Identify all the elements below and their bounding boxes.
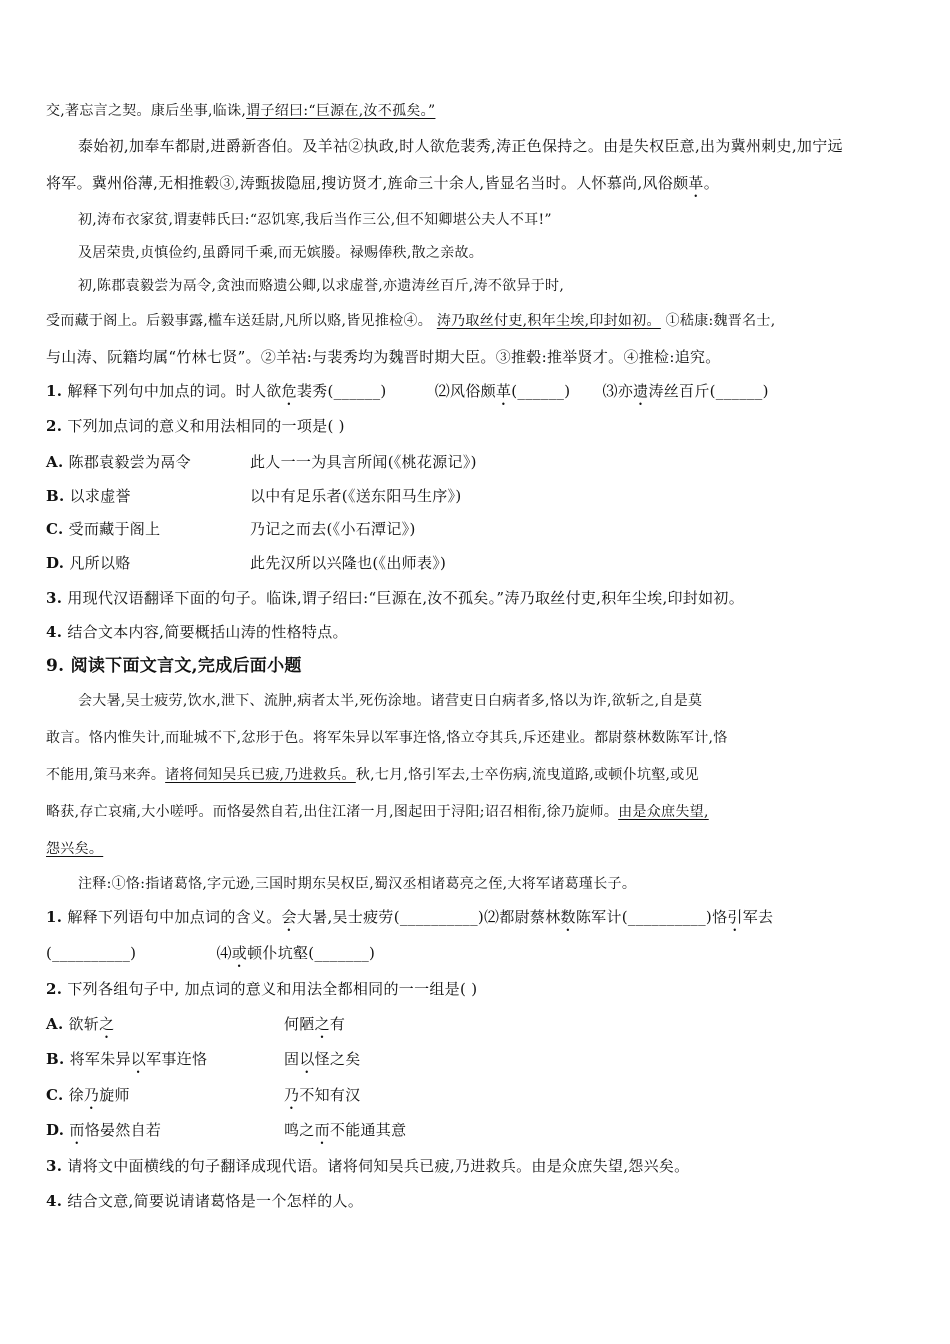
option-label: C. — [46, 1086, 64, 1104]
option-row — [46, 1119, 904, 1148]
option-right-text: 怪之矣 — [314, 1050, 361, 1068]
option-left: 徐 — [68, 1086, 84, 1104]
passage1-line-3 — [46, 172, 904, 201]
passage1-line-2: 泰始初,加奉车都尉,进爵新沓伯。及羊祜②执政,时人欲危裴秀,涛正色保持之。由是失权臣意,出为冀州刺史,加宁远 — [78, 137, 843, 155]
answer-blank: 涛丝百斤(______) — [648, 382, 769, 400]
option-row — [46, 1084, 904, 1113]
option-right: 此人一一为具言所闻(《桃花源记》) — [250, 453, 477, 471]
option-row — [46, 552, 904, 574]
passage1-text: ①嵇康:魏晋名士, — [665, 313, 776, 329]
passage1-text: 。 — [703, 174, 720, 192]
question-text: 解释下列语句中加点词的含义。 — [67, 908, 282, 926]
option-left: 恪晏然自若 — [84, 1121, 162, 1139]
question-1-1 — [46, 380, 904, 409]
passage2-text: 秋,七月,恪引军去,士卒伤病,流曳道路,或顿仆坑壑,或见 — [355, 767, 699, 783]
passage2-text: 略获,存亡哀痛,大小嗟呼。而恪晏然自若,出住江渚一月,图起田于浔阳;诏召相衔,徐乃旋师。 — [46, 804, 619, 820]
question-1-3 — [46, 587, 904, 609]
underlined-sentence: 谓子绍曰:“巨源在,汝不孤矣。” — [246, 103, 436, 119]
passage1-line-8: 与山涛、阮籍均属“竹林七贤”。②羊祜:与裴秀均为魏晋时期大臣。③推毂:推举贤才。④推检:追究。 — [46, 348, 721, 366]
passage2-note: 注释:①恪:指诸葛恪,字元逊,三国时期东吴权臣,蜀汉丞相诸葛亮之侄,大将军诸葛瑾长子。 — [78, 876, 637, 892]
answer-blank: 顿仆坑壑(_______) — [247, 944, 376, 962]
option-left: 受而藏于阁上 — [68, 520, 161, 538]
question-text: ⑵风俗颇 — [434, 382, 496, 400]
passage1-line-4: 初,涛布衣家贫,谓妻韩氏曰:“忍饥寒,我后当作三公,但不知卿堪公夫人不耳!” — [78, 212, 552, 228]
option-right-text: 固 — [284, 1050, 300, 1068]
passage1-line-1 — [46, 100, 904, 122]
option-row — [46, 1013, 904, 1042]
question-text: ⑶亦 — [602, 382, 634, 400]
passage2-line-2: 敢言。恪内惟失计,而耻城不下,忿形于色。将军朱异以军事迕恪,恪立夺其兵,斥还建业。都尉蔡林数陈军计,恪 — [46, 730, 728, 746]
question-text: 下列加点词的意义和用法相同的一项是( ) — [67, 417, 345, 435]
option-row — [46, 451, 904, 473]
dotted-word: 之 — [314, 1015, 330, 1033]
option-left: 欲斩 — [68, 1015, 100, 1033]
option-right — [284, 1084, 361, 1113]
question-9-1-cont — [46, 942, 904, 971]
question-number: 4. — [46, 1192, 63, 1210]
dotted-word: 或 — [231, 944, 248, 962]
dotted-word: 会 — [281, 908, 297, 926]
question-number: 3. — [46, 1157, 63, 1175]
answer-blank: (______) — [511, 382, 571, 400]
option-left: 军事迕恪 — [146, 1050, 208, 1068]
dotted-word: 革 — [688, 174, 704, 192]
option-right-text: 不知有汉 — [299, 1086, 361, 1104]
question-text: 下列各组句子中, 加点词的意义和用法全都相同的一一组是( ) — [67, 980, 478, 998]
underlined-sentence: 由是众庶失望, — [618, 804, 709, 820]
dotted-word: 而 — [69, 1121, 85, 1139]
option-right — [284, 1048, 361, 1077]
dotted-word: 危 — [281, 382, 297, 400]
option-left: 凡所以赂 — [69, 554, 131, 572]
option-row — [46, 1048, 904, 1077]
question-1-2 — [46, 415, 904, 437]
option-label: A. — [46, 1015, 64, 1033]
passage1-text: 受而藏于阁上。后毅事露,槛车送廷尉,凡所以赂,皆见推检④。 — [46, 313, 433, 329]
option-left: 旋师 — [99, 1086, 130, 1104]
question-number: 3. — [46, 589, 63, 607]
question-text: 用现代汉语翻译下面的句子。临诛,谓子绍曰:“巨源在,汝不孤矣。”涛乃取丝付吏,积年尘埃,印封如初。 — [67, 589, 745, 607]
dotted-word: 以 — [299, 1050, 315, 1068]
option-label: D. — [46, 554, 65, 572]
answer-blank: 裴秀(______) — [296, 382, 387, 400]
question-9-1 — [46, 906, 904, 935]
option-right — [284, 1013, 345, 1042]
option-label: A. — [46, 453, 64, 471]
section-title: 阅读下面文言文,完成后面小题 — [70, 656, 302, 676]
option-right-text: 何陋 — [284, 1015, 315, 1033]
passage1-line-7 — [46, 310, 904, 332]
passage2-line-4 — [46, 801, 904, 823]
question-text: 解释下列句中加点的词。时人欲 — [67, 382, 282, 400]
question-text: 军去 — [742, 908, 774, 926]
question-text: 大暑,吴士疲劳(__________)⑵都尉蔡林 — [296, 908, 561, 926]
dotted-word: 数 — [560, 908, 576, 926]
passage1-line-6: 初,陈郡袁毅尝为鬲令,贪浊而赂遗公卿,以求虚誉,亦遗涛丝百斤,涛不欲异于时, — [78, 278, 565, 294]
option-row — [46, 485, 904, 507]
question-9-3 — [46, 1155, 904, 1177]
question-text: ⑷ — [216, 944, 232, 962]
option-left: 陈郡袁毅尝为鬲令 — [68, 453, 191, 471]
question-text: 陈军计(__________)恪 — [575, 908, 728, 926]
passage2-line-1: 会大暑,吴士疲劳,饮水,泄下、流肿,病者太半,死伤涂地。诸营吏日白病者多,恪以为诈,欲斩之,自是莫 — [78, 693, 703, 709]
dotted-word: 以 — [130, 1050, 147, 1068]
passage1-line-5: 及居荣贵,贞慎俭约,虽爵同千乘,而无嫔媵。禄赐俸秩,散之亲故。 — [78, 245, 484, 261]
option-label: B. — [46, 487, 65, 505]
question-text: 结合文意,简要说请诸葛恪是一个怎样的人。 — [67, 1192, 364, 1210]
option-right: 此先汉所以兴隆也(《出师表》) — [250, 554, 447, 572]
option-left: 将军朱异 — [69, 1050, 131, 1068]
section-9-heading — [46, 655, 904, 677]
question-text: 结合文本内容,简要概括山涛的性格特点。 — [67, 623, 348, 641]
option-label: C. — [46, 520, 64, 538]
passage1-text: 交,著忘言之契。康后坐事,临诛, — [46, 103, 247, 119]
question-number: 1. — [46, 382, 63, 400]
option-right — [284, 1119, 406, 1148]
dotted-word: 遗 — [633, 382, 649, 400]
option-row — [46, 518, 904, 540]
dotted-word: 乃 — [284, 1086, 300, 1104]
passage2-text: 不能用,策马来奔。 — [46, 767, 166, 783]
dotted-word: 之 — [99, 1015, 115, 1033]
option-right: 以中有足乐者(《送东阳马生序》) — [250, 487, 462, 505]
option-label: D. — [46, 1121, 65, 1139]
answer-blank: (__________) — [46, 944, 137, 962]
underlined-sentence: 涛乃取丝付吏,积年尘埃,印封如初。 — [436, 313, 661, 329]
question-text: 请将文中面横线的句子翻译成现代语。诸将伺知吴兵已疲,乃进救兵。由是众庶失望,怨兴矣。 — [67, 1157, 690, 1175]
dotted-word: 革 — [495, 382, 512, 400]
option-right-text: 有 — [329, 1015, 346, 1033]
underlined-sentence: 怨兴矣。 — [46, 841, 104, 857]
question-number: 4. — [46, 623, 63, 641]
dotted-word: 乃 — [83, 1086, 100, 1104]
section-number: 9. — [46, 656, 65, 676]
option-label: B. — [46, 1050, 65, 1068]
question-1-4 — [46, 621, 904, 643]
option-left: 以求虚誉 — [69, 487, 131, 505]
passage1-text: 将军。冀州俗薄,无相推毂③,涛甄拔隐屈,搜访贤才,旌命三十余人,皆显名当时。人怀慕尚,风俗颇 — [46, 174, 689, 192]
question-number: 2. — [46, 980, 63, 998]
passage2-line-3 — [46, 764, 904, 786]
option-right-text: 不能通其意 — [329, 1121, 407, 1139]
passage2-line-5 — [46, 838, 904, 860]
dotted-word: 而 — [314, 1121, 330, 1139]
option-right-text: 鸣之 — [284, 1121, 315, 1139]
option-right: 乃记之而去(《小石潭记》) — [250, 520, 416, 538]
question-number: 2. — [46, 417, 63, 435]
question-number: 1. — [46, 908, 63, 926]
question-9-4 — [46, 1190, 904, 1212]
question-9-2 — [46, 978, 904, 1000]
underlined-sentence: 诸将伺知吴兵已疲,乃进救兵。 — [165, 767, 356, 783]
dotted-word: 引 — [727, 908, 743, 926]
